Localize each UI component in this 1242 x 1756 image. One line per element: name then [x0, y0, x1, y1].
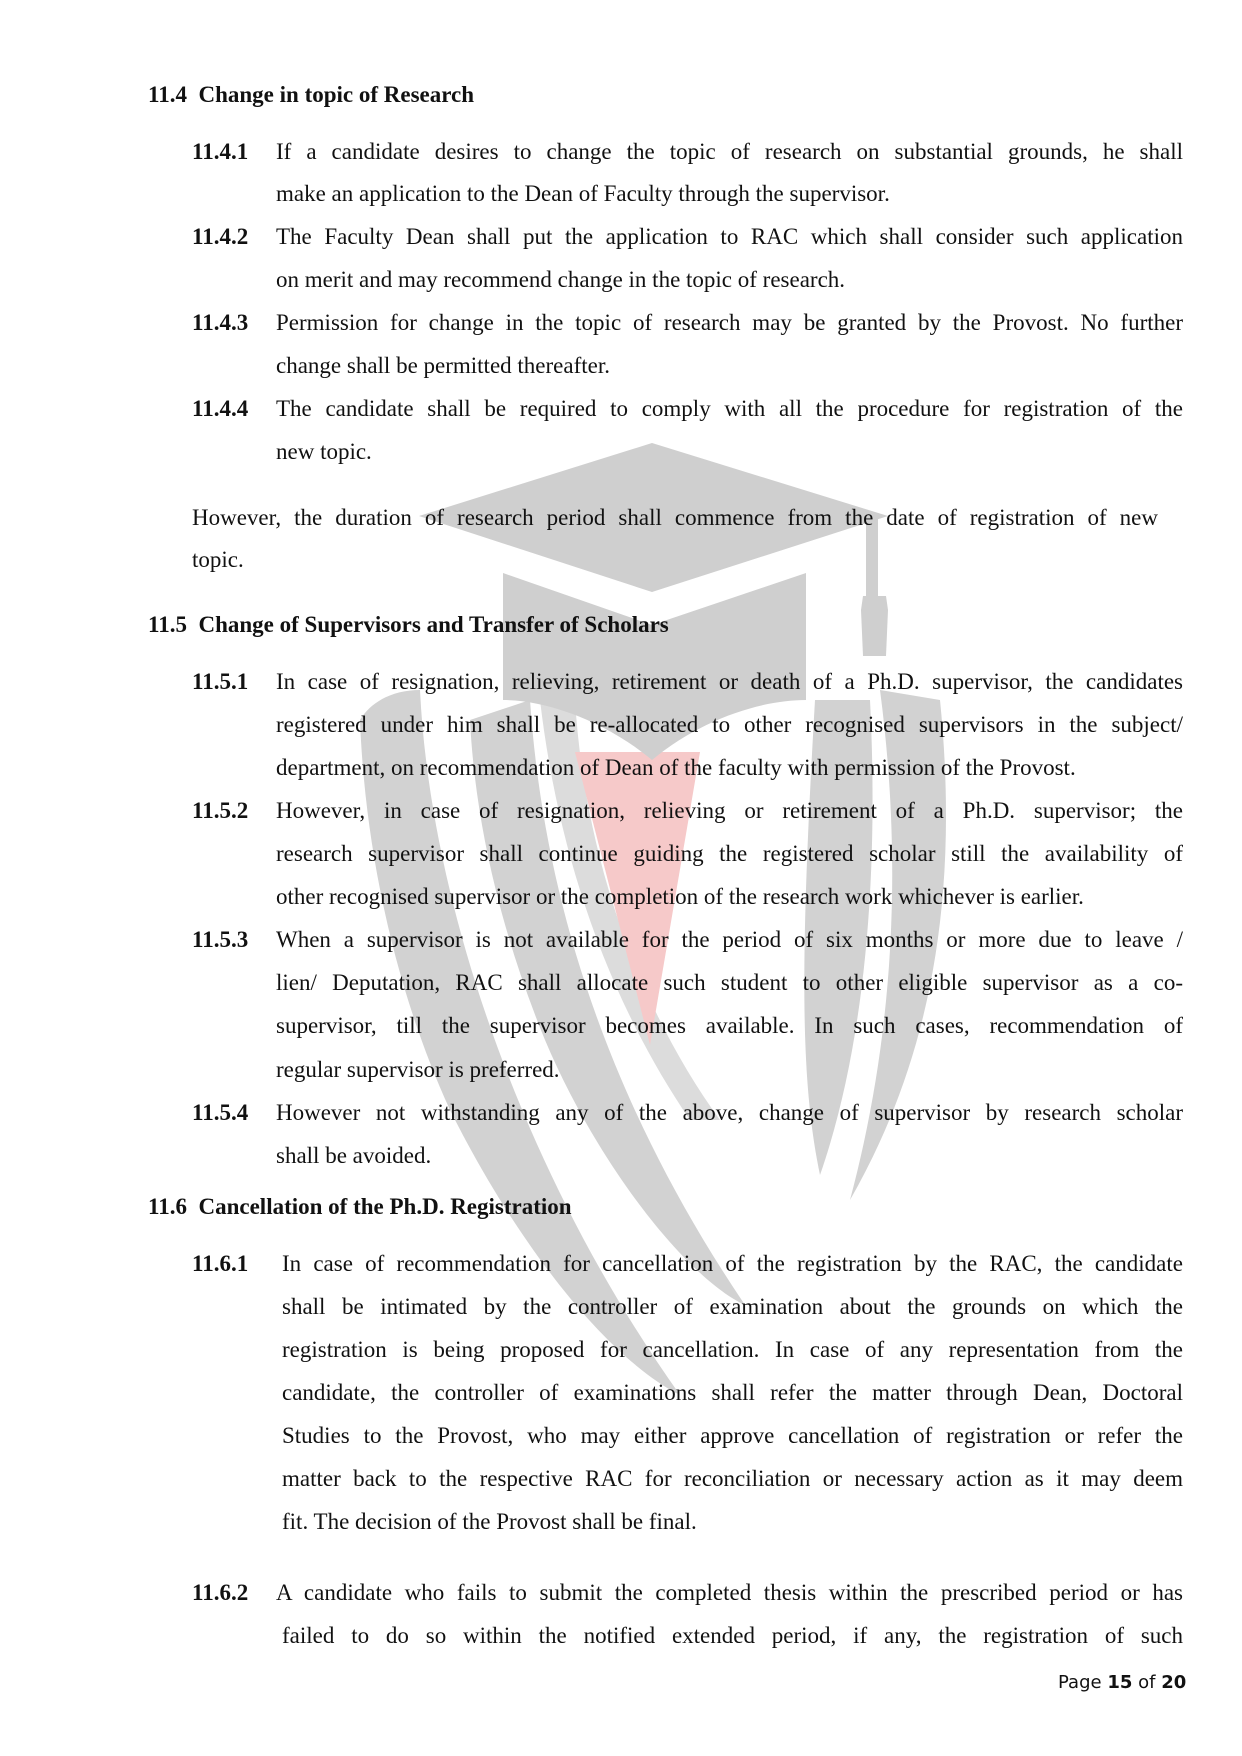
page-number-footer [1058, 1672, 1186, 1693]
section-title: Cancellation of the Ph.D. Registration [198, 1194, 572, 1219]
of-word: of [1138, 1672, 1156, 1693]
section-title: Change in topic of Research [198, 82, 475, 107]
item-text-line: change shall be permitted thereafter. [276, 353, 610, 378]
section-number: 11.6 [148, 1194, 187, 1219]
section-heading-11-4 [148, 80, 474, 110]
item-text-line: However not withstanding any of the above, change of supervisor by research scholar [276, 1100, 1183, 1125]
total-pages: 20 [1161, 1672, 1187, 1693]
page-word: Page [1058, 1672, 1102, 1693]
item-text-line: When a supervisor is not available for the period of six months or more due to leave / [276, 927, 1183, 952]
item-text-line: supervisor, till the supervisor becomes available. In such cases, recommendation of [276, 1013, 1183, 1038]
item-number: 11.4.1 [192, 139, 249, 164]
item-text-line: registration is being proposed for cancellation. In case of any representation from the [282, 1337, 1183, 1362]
item-text-line: regular supervisor is preferred. [276, 1057, 560, 1082]
current-page: 15 [1107, 1672, 1133, 1693]
section-number: 11.4 [148, 82, 187, 107]
item-text-line: lien/ Deputation, RAC shall allocate such student to other eligible supervisor as a co- [276, 970, 1183, 995]
item-text-line: make an application to the Dean of Faculty through the supervisor. [276, 181, 890, 206]
item-text-line: The candidate shall be required to comply with all the procedure for registration of the [276, 396, 1183, 421]
item-text-line: shall be intimated by the controller of examination about the grounds on which the [282, 1294, 1183, 1319]
item-text-line: registered under him shall be re-allocated to other recognised supervisors in the subject/ [276, 712, 1183, 737]
item-text-line: other recognised supervisor or the completion of the research work whichever is earlier. [276, 884, 1084, 909]
item-number: 11.4.3 [192, 310, 249, 335]
item-number: 11.5.3 [192, 927, 249, 952]
item-number: 11.5.4 [192, 1100, 249, 1125]
item-text-line: fit. The decision of the Provost shall be final. [282, 1509, 697, 1534]
item-text-line: candidate, the controller of examinations shall refer the matter through Dean, Doctoral [282, 1380, 1183, 1405]
note-text-line: However, the duration of research period shall commence from the date of registration of new [192, 505, 1158, 530]
section-heading-11-5 [148, 610, 669, 640]
item-number: 11.5.1 [192, 669, 249, 694]
item-text-line: In case of resignation, relieving, retirement or death of a Ph.D. supervisor, the candidates [276, 669, 1183, 694]
item-text-line: Studies to the Provost, who may either approve cancellation of registration or refer the [282, 1423, 1183, 1448]
item-number: 11.6.1 [192, 1251, 249, 1276]
item-text-line: department, on recommendation of Dean of the faculty with permission of the Provost. [276, 755, 1076, 780]
item-number: 11.4.2 [192, 224, 249, 249]
item-text-line: The Faculty Dean shall put the application to RAC which shall consider such application [276, 224, 1183, 249]
item-text-line: new topic. [276, 439, 372, 464]
item-number: 11.6.2 [192, 1580, 249, 1605]
item-text-line: Permission for change in the topic of research may be granted by the Provost. No further [276, 310, 1183, 335]
section-title: Change of Supervisors and Transfer of Scholars [198, 612, 669, 637]
item-text-line: However, in case of resignation, relieving or retirement of a Ph.D. supervisor; the [276, 798, 1183, 823]
item-text-line: on merit and may recommend change in the topic of research. [276, 267, 846, 292]
section-heading-11-6 [148, 1192, 572, 1222]
section-number: 11.5 [148, 612, 187, 637]
item-text-line: In case of recommendation for cancellation of the registration by the RAC, the candidate [282, 1251, 1183, 1276]
item-text-line: A candidate who fails to submit the completed thesis within the prescribed period or has [276, 1580, 1183, 1605]
item-number: 11.5.2 [192, 798, 249, 823]
note-text-line: topic. [192, 547, 244, 572]
item-text-line: failed to do so within the notified extended period, if any, the registration of such [282, 1623, 1183, 1648]
item-text-line: If a candidate desires to change the topic of research on substantial grounds, he shall [276, 139, 1183, 164]
item-text-line: research supervisor shall continue guiding the registered scholar still the availability of [276, 841, 1183, 866]
item-text-line: matter back to the respective RAC for reconciliation or necessary action as it may deem [282, 1466, 1183, 1491]
item-text-line: shall be avoided. [276, 1143, 432, 1168]
item-number: 11.4.4 [192, 396, 249, 421]
